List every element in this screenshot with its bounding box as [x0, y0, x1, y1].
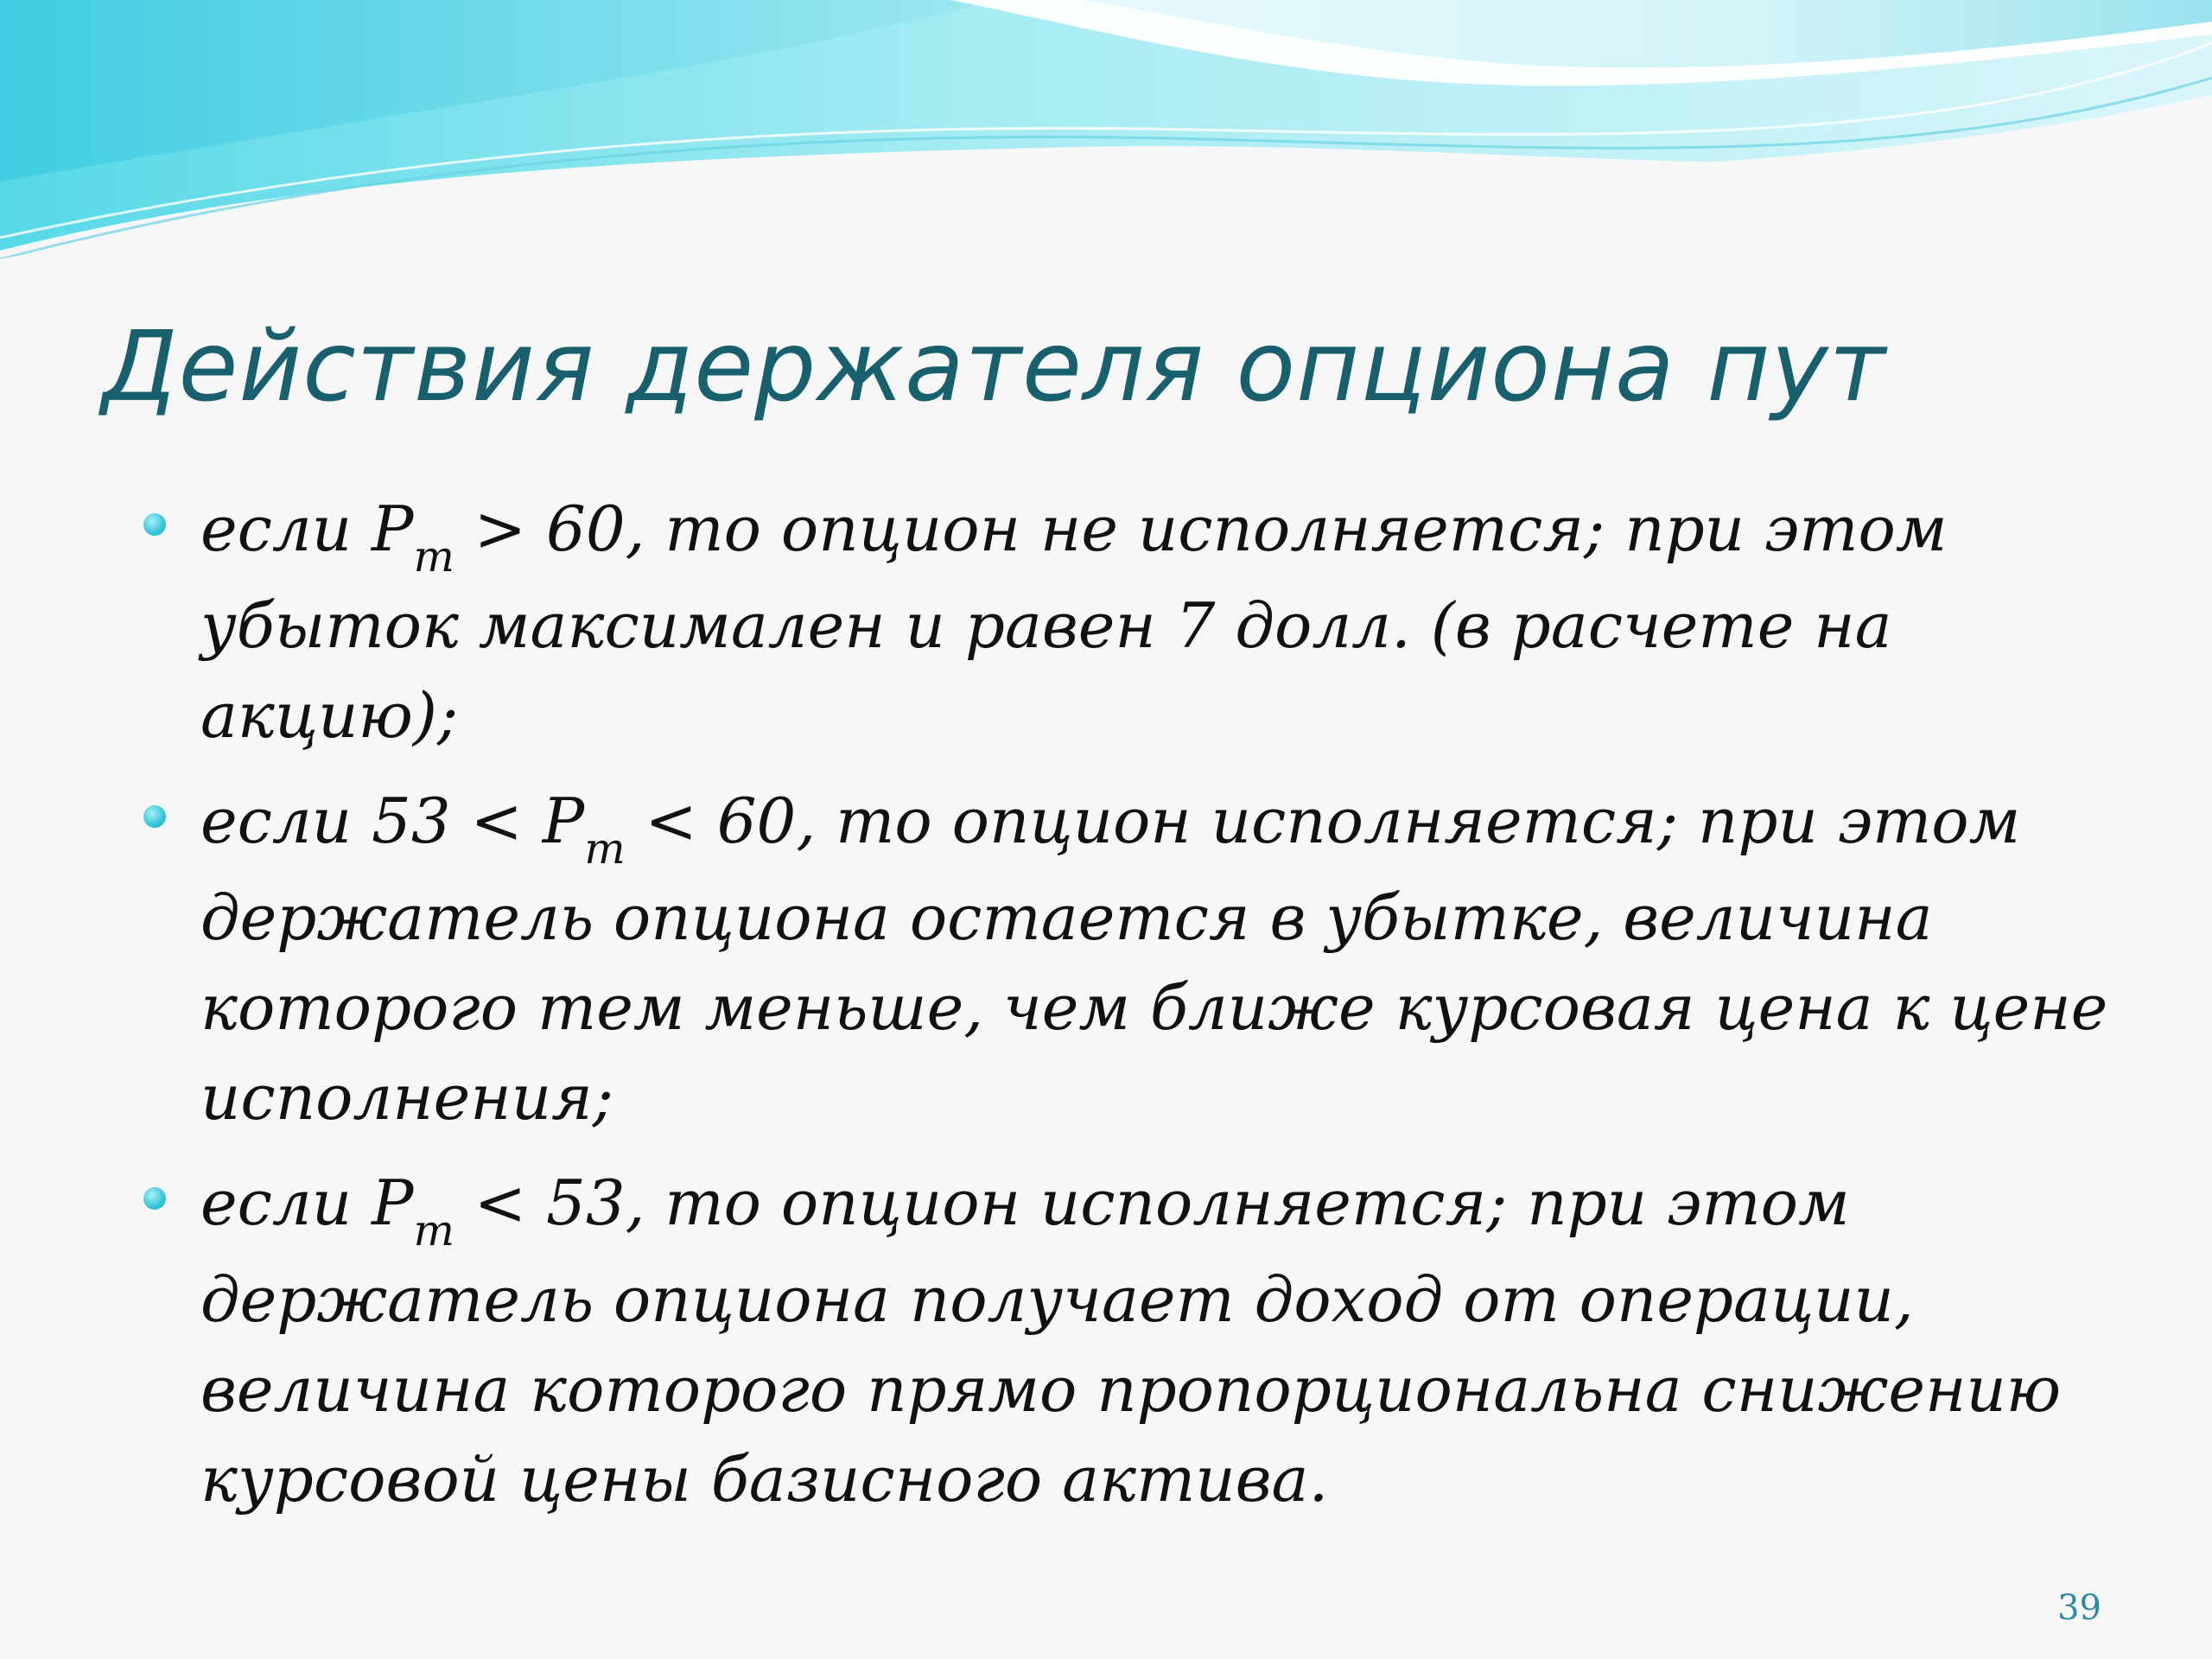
subscript: m [413, 531, 454, 582]
bullet-item [138, 776, 2126, 1142]
bullet-item [138, 1158, 2126, 1524]
bullet-text-post: < 60, то опцион исполняется; при этом держатель опциона остается в убытке, величина которого тем меньше, чем ближе курсовая цена к цене исполнения; [200, 785, 2108, 1134]
bullet-text-pre: если P [200, 493, 414, 565]
bullet-text-post: < 53, то опцион исполняется; при этом держатель опциона получает доход от операции, величина которого прямо пропорциональна снижению курсовой цены базисного актива. [200, 1166, 2062, 1516]
bullet-text [200, 484, 2126, 760]
bullet-text [200, 776, 2126, 1142]
bullet-text [200, 1158, 2126, 1524]
bullet-text-pre: если P [200, 1166, 414, 1239]
bullet-list [138, 484, 2126, 1540]
subscript: m [584, 823, 626, 874]
bullet-item [138, 484, 2126, 760]
page-number: 39 [2057, 1588, 2101, 1628]
subscript: m [413, 1205, 454, 1255]
decorative-wave-header [0, 0, 2212, 276]
bullet-text-post: > 60, то опцион не исполняется; при этом убыток максимален и равен 7 долл. (в расчете на акцию); [200, 493, 1948, 752]
bullet-dot-icon [143, 513, 166, 536]
bullet-dot-icon [143, 805, 166, 828]
bullet-dot-icon [143, 1187, 166, 1210]
bullet-text-pre: если 53 < P [200, 785, 585, 857]
slide-title: Действия держателя опциона пут [102, 311, 1886, 423]
